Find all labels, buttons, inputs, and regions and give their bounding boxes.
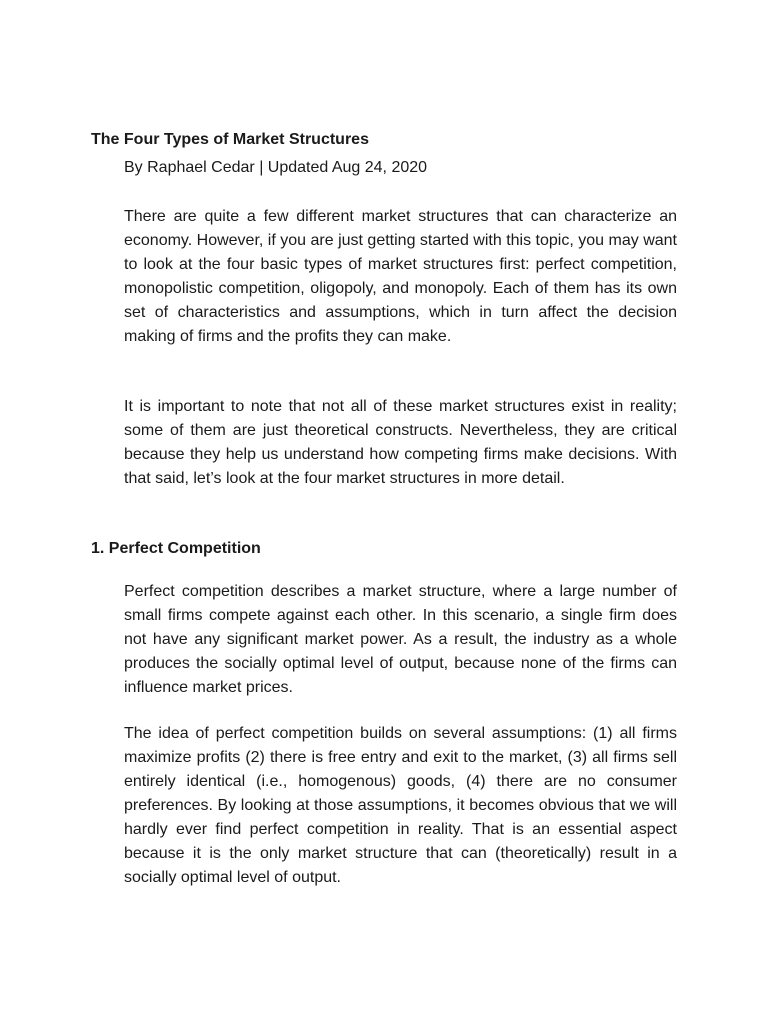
intro-paragraph-2: It is important to note that not all of these market structures exist in reality; some of them are just theoretical constructs. Nevertheless, they are critical because they help us understand how competing firms make decisions. With that said, let’s look at the four market structures in more detail. xyxy=(124,398,677,487)
section-paragraph-2: The idea of perfect competition builds on several assumptions: (1) all firms maximize profits (2) there is free entry and exit to the market, (3) all firms sell entirely identical (i.e., homogenous) goods, (4) there are no consumer preferences. By looking at those assumptions, it becomes obvious that we will hardly ever find perfect competition in reality. That is an essential aspect because it is the only market structure that can (theoretically) result in a socially optimal level of output. xyxy=(124,725,677,886)
intro-paragraph-1: There are quite a few different market structures that can characterize an economy. However, if you are just getting started with this topic, you may want to look at the four basic types of market structures first: perfect competition, monopolistic competition, oligopoly, and monopoly. Each of them has its own set of characteristics and assumptions, which in turn affect the decision making of firms and the profits they can make. xyxy=(124,208,677,345)
article-byline: By Raphael Cedar | Updated Aug 24, 2020 xyxy=(124,159,428,176)
article-title: The Four Types of Market Structures xyxy=(91,131,369,148)
section-paragraph-1: Perfect competition describes a market structure, where a large number of small firms compete against each other. In this scenario, a single firm does not have any significant market power. As a result, the industry as a whole produces the socially optimal level of output, because none of the firms can influence market prices. xyxy=(124,583,677,696)
section-heading-perfect-competition: 1. Perfect Competition xyxy=(91,540,261,557)
